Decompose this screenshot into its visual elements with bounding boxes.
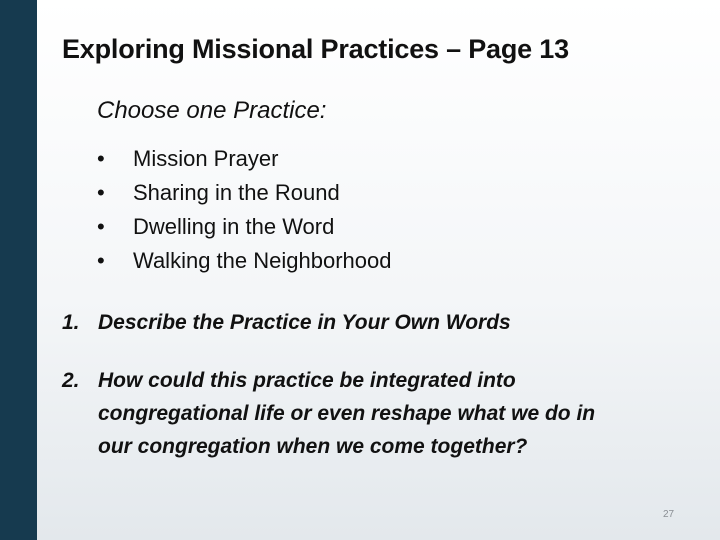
list-item: [97, 143, 391, 177]
question-item: [62, 364, 622, 463]
slide-title: Exploring Missional Practices – Page 13: [62, 34, 569, 64]
sidebar-accent-bar: [0, 0, 37, 540]
bullet-icon: •: [97, 180, 105, 205]
question-number: 2.: [62, 369, 80, 392]
question-text: How could this practice be integrated into congregational life or even reshape what we do in our congregation when we come together?: [98, 369, 596, 458]
bullet-icon: •: [97, 146, 105, 171]
practice-label: Sharing in the Round: [133, 180, 340, 205]
bullet-icon: •: [97, 248, 105, 273]
list-item: [97, 245, 391, 279]
page-number: 27: [663, 509, 675, 520]
list-item: [97, 177, 391, 211]
practice-label: Dwelling in the Word: [133, 214, 335, 239]
list-item: [97, 211, 391, 245]
question-item: [62, 306, 622, 339]
bullet-icon: •: [97, 214, 105, 239]
practice-label: Mission Prayer: [133, 146, 279, 171]
question-text: Describe the Practice in Your Own Words: [98, 311, 511, 334]
question-number: 1.: [62, 311, 80, 334]
subheading: Choose one Practice:: [97, 97, 327, 124]
question-list: [62, 306, 622, 488]
practice-label: Walking the Neighborhood: [133, 248, 392, 273]
practice-list: [97, 143, 391, 279]
